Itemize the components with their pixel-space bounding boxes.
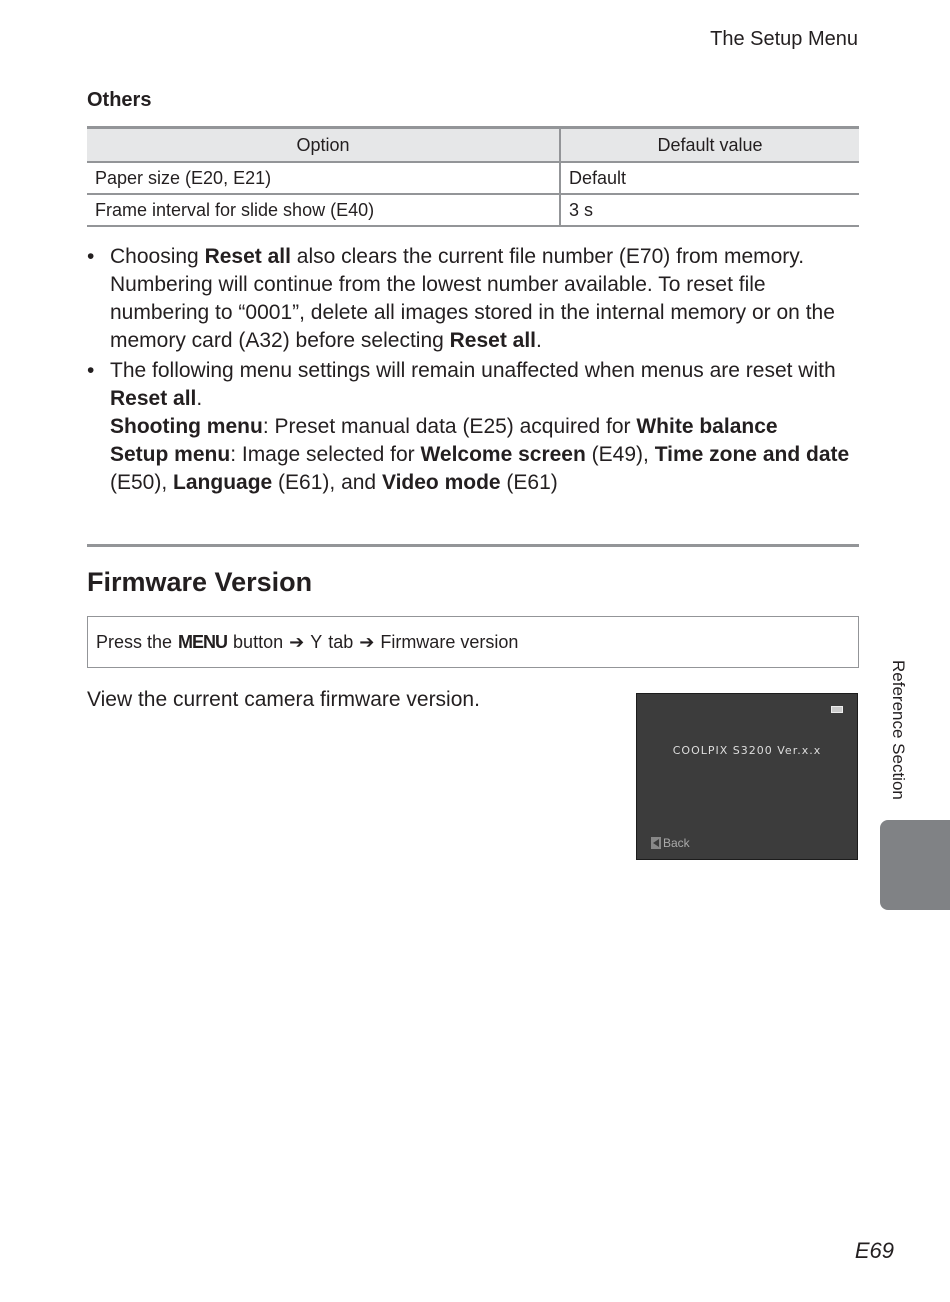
text-run: . — [536, 329, 542, 352]
table-cell: Paper size (E20, E21) — [87, 162, 560, 194]
text-run: . — [196, 387, 203, 410]
menu-button-icon: MENU — [178, 631, 228, 652]
section-thumb-tab — [880, 820, 950, 910]
shooting-menu-line — [110, 413, 867, 441]
text-run-bold: Reset all — [204, 245, 291, 268]
table-row — [87, 162, 859, 194]
text-run: Choosing — [110, 245, 205, 268]
firmware-version-text: COOLPIX S3200 Ver.x.x — [672, 744, 822, 757]
text-run-bold: Time zone and date — [654, 443, 850, 466]
battery-icon — [831, 706, 843, 713]
firmware-description: View the current camera firmware version. — [87, 688, 480, 711]
column-header-option: Option — [87, 128, 560, 163]
text-run: : Image selected for — [230, 443, 421, 466]
back-label: Back — [663, 836, 690, 850]
text-run-bold: Video mode — [381, 471, 501, 494]
side-section-label: Reference Section — [889, 660, 908, 800]
camera-screen — [636, 693, 858, 860]
text-run-bold: Language — [173, 471, 273, 494]
arrow-right-icon: ➔ — [359, 631, 375, 652]
page-number: E69 — [854, 1238, 894, 1263]
text-run: The following menu settings will remain unaffected when menus are reset with — [110, 359, 836, 382]
text-run: also clears the current file number (E70) from memory. Numbering will continue from the lowest number available. To reset file numbering to “0001”, delete all images stored in the internal memory or on the memory card (A32) before selecting — [110, 245, 835, 352]
nav-destination: Firmware version — [380, 631, 519, 652]
table-row — [87, 194, 859, 226]
text-run: (E49), — [585, 443, 655, 466]
wrench-icon: Y — [310, 631, 323, 652]
nav-tab: tab — [328, 631, 354, 652]
text-run-bold: Reset all — [110, 387, 197, 410]
menu-path-box — [87, 616, 859, 668]
running-header: The Setup Menu — [710, 28, 858, 50]
text-run-bold: Setup menu — [110, 443, 231, 466]
section-title: Firmware Version — [87, 567, 313, 597]
table-cell: Default — [560, 162, 859, 194]
nav-press: Press the — [96, 631, 173, 652]
notes-list — [87, 243, 867, 499]
text-run: : Preset manual data (E25) acquired for — [262, 415, 637, 438]
section-divider — [87, 544, 859, 547]
text-run-bold: Welcome screen — [420, 443, 586, 466]
column-header-default: Default value — [560, 128, 859, 163]
list-item — [87, 243, 867, 355]
back-arrow-icon — [651, 837, 661, 849]
text-run-bold: White balance — [636, 415, 778, 438]
others-heading: Others — [87, 89, 152, 111]
table-cell: Frame interval for slide show (E40) — [87, 194, 560, 226]
text-run: (E50), — [110, 471, 174, 494]
list-item — [87, 357, 867, 497]
text-run-bold: Shooting menu — [110, 415, 263, 438]
text-run: (E61) — [500, 471, 558, 494]
table-header-row — [87, 128, 859, 163]
nav-button: button — [233, 631, 284, 652]
text-run-bold: Reset all — [449, 329, 537, 352]
back-control — [651, 836, 690, 850]
table-cell: 3 s — [560, 194, 859, 226]
arrow-right-icon: ➔ — [289, 631, 305, 652]
text-run: (E61), and — [272, 471, 382, 494]
defaults-table — [87, 126, 859, 227]
setup-menu-line — [110, 441, 867, 497]
